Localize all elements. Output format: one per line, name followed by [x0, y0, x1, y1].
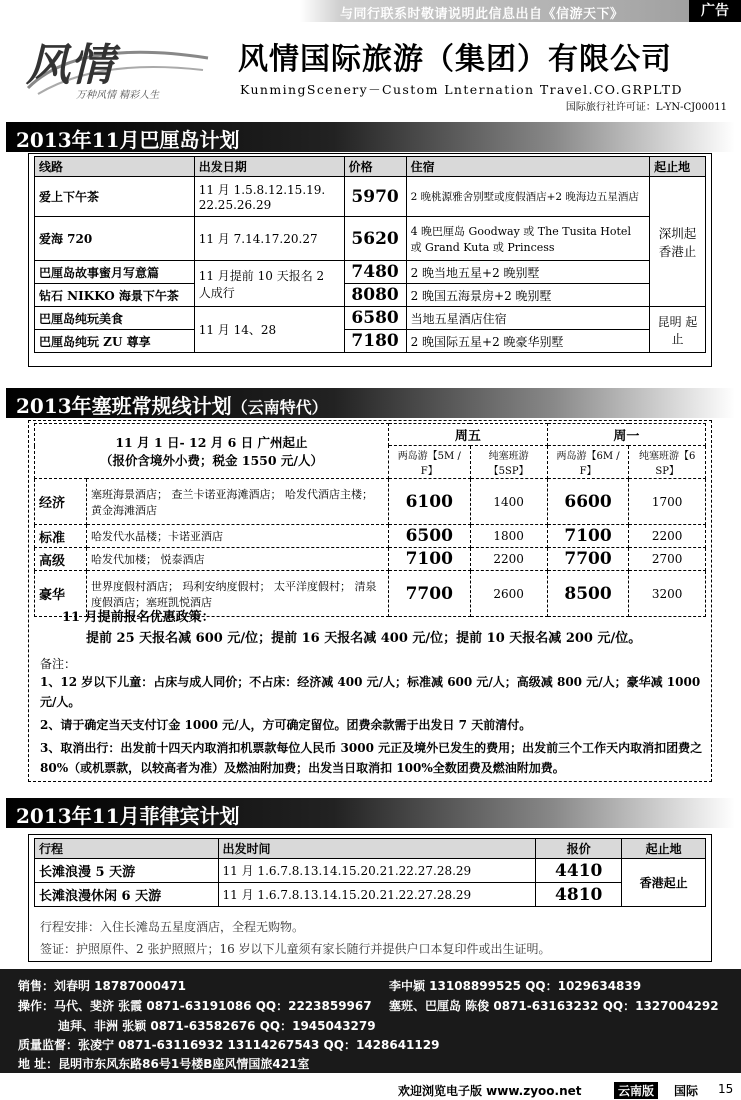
price-two-island-fri: 6100: [388, 479, 470, 525]
price-saipan-mon: 2700: [629, 548, 706, 571]
company-license: 国际旅行社许可证：L-YN-CJ00011: [565, 102, 727, 113]
philippines-banner: [6, 798, 735, 828]
logo-text: 风情: [26, 40, 114, 91]
bali-header-hotel: 住宿: [406, 157, 650, 177]
saipan-subtitle: （云南特代）: [231, 398, 328, 417]
origin-kunming: 昆明 起止: [650, 307, 706, 353]
section-tag: 国际: [674, 1084, 699, 1098]
bali-row: [35, 307, 706, 330]
saipan-banner: [6, 388, 735, 418]
bali-header-date: 出发日期: [194, 157, 344, 177]
page-number: 15: [718, 1082, 734, 1096]
departure-dates: 11 月 1.5.8.12.15.19. 22.25.26.29: [194, 177, 344, 217]
bali-row: [35, 284, 706, 307]
sub-pure-saipan-5sp: 纯塞班游【5SP】: [470, 446, 547, 479]
office-address: 地 址：昆明市东风东路86号1号楼B座风情国旅421室: [18, 1057, 310, 1071]
hotel-info: 当地五星酒店住宿: [406, 307, 650, 330]
price: 6580: [344, 307, 406, 330]
hotels: 哈发代加楼； 悦泰酒店: [87, 548, 389, 571]
hotel-info: 2 晚国际五星+2 晚豪华别墅: [406, 330, 650, 353]
company-header: [6, 24, 735, 116]
route-name: 巴厘岛纯玩美食: [35, 307, 195, 330]
departure-dates: 11 月 7.14.17.20.27: [194, 217, 344, 261]
departure-dates: 11 月 14、28: [194, 307, 344, 353]
sub-two-island-5mf: 两岛游【5M / F】: [388, 446, 470, 479]
price-two-island-fri: 6500: [388, 525, 470, 548]
ph-header-date: 出发时间: [218, 839, 536, 859]
price: 7480: [344, 261, 406, 284]
bali-row: [35, 261, 706, 284]
hotel-info: 2 晚当地五星+2 晚别墅: [406, 261, 650, 284]
logo-slogan: 万种风情 精彩人生: [76, 90, 160, 101]
grade: 豪华: [35, 571, 87, 617]
price-saipan-fri: 1400: [470, 479, 547, 525]
remark-children: 1、12 岁以下儿童：占床与成人同价；不占床：经济减 400 元/人；标准减 600 元/人；高级减 800 元/人；豪华减 1000 元/人。: [40, 675, 701, 709]
price-two-island-mon: 7100: [547, 525, 629, 548]
departure-dates: 11 月 1.6.7.8.13.14.15.20.21.22.27.28.29: [218, 883, 536, 907]
route-name: 爱海 720: [35, 217, 195, 261]
price-saipan-mon: 1700: [629, 479, 706, 525]
saipan-price-note: （报价含境外小费；税金 1550 元/人）: [99, 453, 323, 468]
company-name: 风情国际旅游（集团）有限公司: [238, 42, 672, 77]
price-two-island-fri: 7100: [388, 548, 470, 571]
origin-hongkong: 香港起止: [622, 859, 706, 907]
route-name: 长滩浪漫休闲 6 天游: [35, 883, 219, 907]
price-saipan-fri: 1800: [470, 525, 547, 548]
grade: 经济: [35, 479, 87, 525]
saipan-title: 2013年塞班常规线计划: [16, 394, 232, 418]
bali-row: [35, 217, 706, 261]
policy-title: 11 月提前报名优惠政策：: [62, 610, 215, 625]
origin-shenzhen-hongkong: 深圳起 香港止: [650, 177, 706, 307]
hotels: 塞班海景酒店； 查兰卡诺亚海滩酒店； 哈发代酒店主楼； 黄金海滩酒店: [87, 479, 389, 525]
price-two-island-mon: 6600: [547, 479, 629, 525]
sales-contact-a: 销售：刘春明 18787000471: [18, 979, 187, 993]
price: 5970: [344, 177, 406, 217]
saipan-date-range-cell: [35, 424, 389, 479]
bali-table: [34, 156, 706, 353]
hotels: 世界度假村酒店； 玛利安纳度假村； 太平洋度假村； 清泉度假酒店；塞班凯悦酒店: [87, 571, 389, 617]
remarks-label: 备注：: [40, 657, 77, 671]
price-saipan-fri: 2600: [470, 571, 547, 617]
grade: 标准: [35, 525, 87, 548]
price-two-island-mon: 7700: [547, 548, 629, 571]
weekday-monday: 周一: [547, 424, 705, 446]
saipan-date-range: 11 月 1 日- 12 月 6 日 广州起止: [115, 435, 308, 450]
sales-contact-b: 李中颖 13108899525 QQ：1029634839: [389, 979, 642, 993]
ezine-promo: 欢迎浏览电子版 www.zyoo.net: [398, 1084, 582, 1098]
company-english-name: KunmingScenery－Custom Lnternation Travel.CO.GRPLTD: [240, 82, 683, 97]
price-two-island-mon: 8500: [547, 571, 629, 617]
philippines-table: [34, 838, 706, 907]
price: 8080: [344, 284, 406, 307]
ad-tag: 广告: [689, 0, 741, 22]
saipan-table: [34, 423, 706, 617]
sub-two-island-6mf: 两岛游【6M / F】: [547, 446, 629, 479]
saipan-row: [35, 525, 706, 548]
ph-header-origin: 起止地: [622, 839, 706, 859]
bali-header-origin: 起止地: [650, 157, 706, 177]
price: 7180: [344, 330, 406, 353]
price: 4810: [536, 883, 622, 907]
itinerary-note: 行程安排：入住长滩岛五星度酒店，全程无购物。: [40, 920, 305, 934]
route-name: 巴厘岛故事蜜月写意篇: [35, 261, 195, 284]
bali-header-price: 价格: [344, 157, 406, 177]
saipan-row: [35, 548, 706, 571]
weekday-friday: 周五: [388, 424, 547, 446]
ph-header-price: 报价: [536, 839, 622, 859]
remark-deposit: 2、请于确定当天支付订金 1000 元/人，方可确定留位。团费余款需于出发日 7 天前清付。: [40, 718, 532, 732]
remark-cancellation: 3、取消出行：出发前十四天内取消扣机票款每位人民币 3000 元正及境外已发生的费用；出发前三个工作天内取消扣团费之 80%（或机票款，以较高者为准）及燃油附加费；出发当日取消扣 100%全数团费及燃油附加费。: [40, 741, 703, 775]
grade: 高级: [35, 548, 87, 571]
philippines-title: 2013年11月菲律宾计划: [16, 804, 240, 828]
quality-contact: 质量监督：张凌宁 0871-63116932 13114267543 QQ：1428641129: [18, 1038, 440, 1052]
philippines-row: [35, 859, 706, 883]
philippines-header-row: [35, 839, 706, 859]
saipan-row: [35, 479, 706, 525]
route-name: 长滩浪漫 5 天游: [35, 859, 219, 883]
route-name: 巴厘岛纯玩 ZU 尊享: [35, 330, 195, 353]
sub-pure-saipan-6sp: 纯塞班游【6 SP】: [629, 446, 706, 479]
top-note: 与同行联系时敬请说明此信息出自《信游天下》: [340, 7, 624, 22]
visa-note: 签证：护照原件、2 张护照照片；16 岁以下儿童须有家长随行并提供户口本复印件或出生证明。: [40, 942, 551, 956]
price: 4410: [536, 859, 622, 883]
bali-header-row: [35, 157, 706, 177]
price-two-island-fri: 7700: [388, 571, 470, 617]
hotels: 哈发代水晶楼；卡诺亚酒店: [87, 525, 389, 548]
hotel-info: 2 晚桃源雅舍别墅或度假酒店+2 晚海边五星酒店: [406, 177, 650, 217]
price-saipan-mon: 3200: [629, 571, 706, 617]
price-saipan-mon: 2200: [629, 525, 706, 548]
departure-dates: 11 月提前 10 天报名 2 人成行: [194, 261, 344, 307]
policy-text: 提前 25 天报名减 600 元/位；提前 16 天报名减 400 元/位；提前 10 天报名减 200 元/位。: [86, 631, 642, 646]
contact-footer: [0, 969, 741, 1073]
ops-contact-b: 塞班、巴厘岛 陈俊 0871-63163232 QQ：1327004292: [389, 999, 719, 1013]
hotel-info: 2 晚国五海景房+2 晚别墅: [406, 284, 650, 307]
ph-header-route: 行程: [35, 839, 219, 859]
bottom-bar: [0, 1076, 741, 1100]
price-saipan-fri: 2200: [470, 548, 547, 571]
bali-row: [35, 330, 706, 353]
bali-header-route: 线路: [35, 157, 195, 177]
price: 5620: [344, 217, 406, 261]
ops-contact-a: 操作：马代、斐济 张霞 0871-63191086 QQ：2223859967: [18, 999, 372, 1013]
bali-banner: [6, 122, 735, 152]
route-name: 钻石 NIKKO 海景下午茶: [35, 284, 195, 307]
ops-contact-c: 迪拜、非洲 张颖 0871-63582676 QQ：1945043279: [58, 1019, 376, 1033]
route-name: 爱上下午茶: [35, 177, 195, 217]
bali-title: 2013年11月巴厘岛计划: [16, 128, 240, 152]
edition-tag: 云南版: [614, 1082, 658, 1099]
departure-dates: 11 月 1.6.7.8.13.14.15.20.21.22.27.28.29: [218, 859, 536, 883]
hotel-info: 4 晚巴厘岛 Goodway 或 The Tusita Hotel 或 Grand Kuta 或 Princess: [406, 217, 650, 261]
bali-row: [35, 177, 706, 217]
philippines-row: [35, 883, 706, 907]
